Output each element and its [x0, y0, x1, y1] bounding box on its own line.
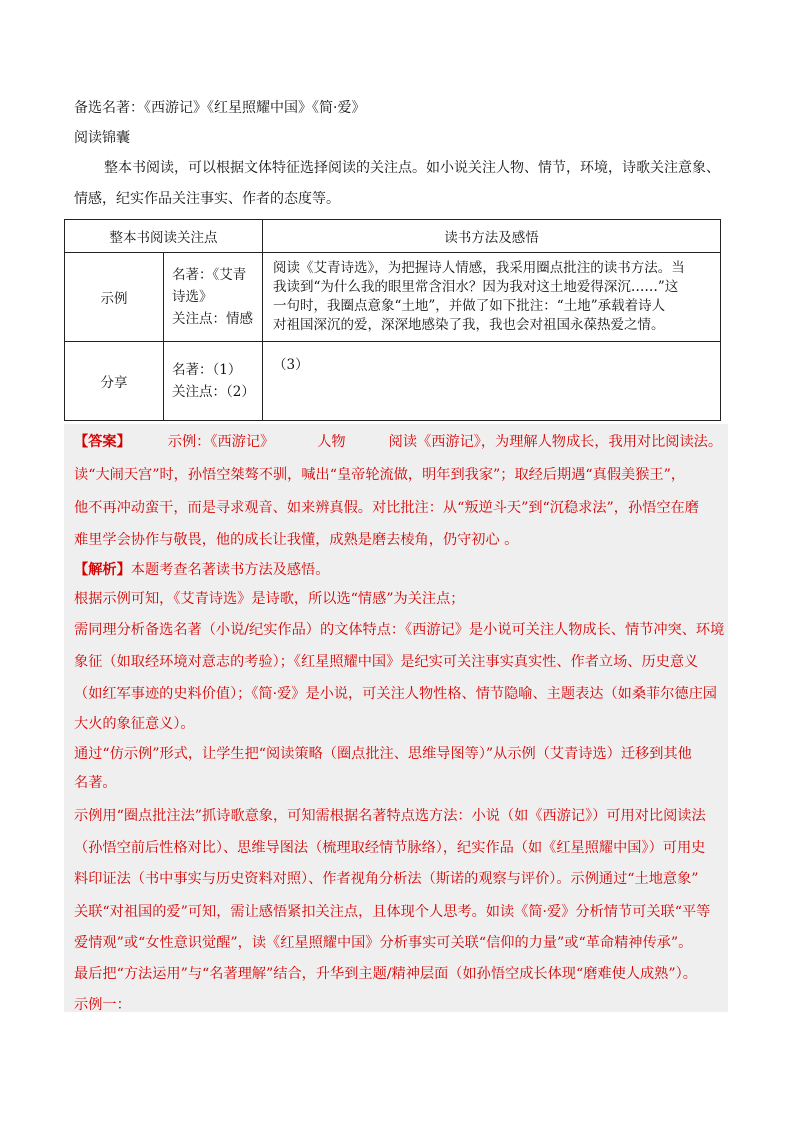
analysis-line: 料印证法（书中事实与历史资料对照）、作者视角分析法（斯诺的观察与评价）。示例通过“土地意象”: [74, 871, 699, 887]
sample-focus-cell: [164, 253, 263, 342]
table-row-sample: [65, 253, 721, 342]
share-label-cell: 分享: [65, 342, 164, 421]
sample-book: 名著：《艾青诗选》: [172, 267, 247, 305]
analysis-line: 根据示例可知，《艾青诗选》是诗歌，所以选“情感”为关注点；: [74, 591, 465, 607]
header-method-cell: 读书方法及感悟: [263, 220, 721, 253]
answer-line: 读“大闹天宫”时，孙悟空桀骜不驯，喊出“皇帝轮流做，明年到我家”；取经后期遇“真假美猴王”，: [74, 467, 686, 483]
answer-example-focus: 人物: [317, 434, 346, 450]
sample-focus: 关注点：情感: [172, 311, 253, 327]
answer-example-start: 阅读《西游记》，为理解人物成长，我用对比阅读法。: [388, 434, 723, 450]
sample-method-line: 一句时，我圈点意象“土地”，并做了如下批注：“土地”承载着诗人: [273, 298, 666, 314]
share-focus-cell: [164, 342, 263, 421]
sample-method-line: 阅读《艾青诗选》，为把握诗人情感，我采用圈点批注的读书方法。当: [273, 260, 685, 276]
analysis-line: （如红军事迹的史料价值）；《简·爱》是小说，可关注人物性格、情节隐喻、主题表达（如桑菲尔德庄园: [74, 686, 717, 702]
analysis-line: 通过“仿示例”形式，让学生把“阅读策略（圈点批注、思维导图等）”从示例（艾青诗选）迁移到其他: [74, 746, 692, 762]
analysis-line: 关联“对祖国的爱”可知，需让感悟紧扣关注点，且体现个人思考。如读《简·爱》分析情节可关联“平等: [74, 904, 711, 920]
analysis-tag: 【解析】: [74, 562, 131, 578]
analysis-line: 大火的象征意义）。: [74, 716, 195, 732]
share-focus: 关注点：（2）: [172, 384, 255, 400]
analysis-line: 名著。: [74, 775, 117, 791]
answer-tag: 【答案】: [74, 434, 131, 450]
analysis-line: 最后把“方法运用”与“名著理解”结合，升华到主题/精神层面（如孙悟空成长体现“磨难使人成熟”）。: [74, 966, 697, 982]
header-focus-cell: 整本书阅读关注点: [65, 220, 263, 253]
answer-example-book: 示例：《西游记》: [167, 434, 275, 450]
analysis-line: （孙悟空前后性格对比）、思维导图法（梳理取经情节脉络），纪实作品（如《红星照耀中国》）可用史: [74, 840, 706, 856]
share-book: 名著：（1）: [172, 362, 242, 378]
analysis-line: 需同理分析备选名著（小说/纪实作品）的文体特点：《西游记》是小说可关注人物成长、情节冲突、环境: [74, 622, 725, 638]
reading-tips-heading: 阅读锦囊: [74, 130, 130, 146]
analysis-line: 示例用“圈点批注法”抓诗歌意象，可知需根据名著特点选方法：小说（如《西游记》）可用对比阅读法: [74, 808, 706, 824]
table-header-row: [65, 220, 721, 253]
analysis-line: 爱情观”或“女性意识觉醒”，读《红星照耀中国》分析事实可关联“信仰的力量”或“革命精神传承”。: [74, 935, 693, 951]
reading-tips-line-1: 整本书阅读，可以根据文体特征选择阅读的关注点。如小说关注人物、情节，环境，诗歌关注意象、: [104, 160, 720, 176]
reading-tips-line-2: 情感，纪实作品关注事实、作者的态度等。: [74, 191, 340, 207]
share-method-cell: （3）: [263, 342, 721, 421]
sample-method-line: 对祖国深沉的爱，深深地感染了我，我也会对祖国永葆热爱之情。: [273, 317, 665, 333]
answer-line: 他不再冲动蛮干，而是寻求观音、如来辨真假。对比批注：从“叛逆斗天”到“沉稳求法”，孙悟空在磨: [74, 500, 699, 516]
analysis-first: 本题考查名著读书方法及感悟。: [130, 562, 330, 578]
sample-method-line: 我读到“为什么我的眼里常含泪水？因为我对这土地爱得深沉……”这: [273, 279, 679, 295]
candidate-books-line: 备选名著：《西游记》《红星照耀中国》《简·爱》: [74, 100, 366, 116]
analysis-first-line: [74, 560, 329, 580]
sample-method-cell: [263, 253, 721, 342]
sample-label-cell: 示例: [65, 253, 164, 342]
answer-first-line: [74, 432, 722, 452]
table-row-share: [65, 342, 721, 421]
reading-method-table: [64, 219, 721, 421]
analysis-line: 象征（如取经环境对意志的考验）；《红星照耀中国》是纪实可关注事实真实性、作者立场、历史意义: [74, 654, 699, 670]
answer-line: 难里学会协作与敬畏，他的成长让我懂，成熟是磨去棱角，仍守初心 。: [74, 532, 519, 548]
analysis-line: 示例一：: [74, 997, 131, 1013]
